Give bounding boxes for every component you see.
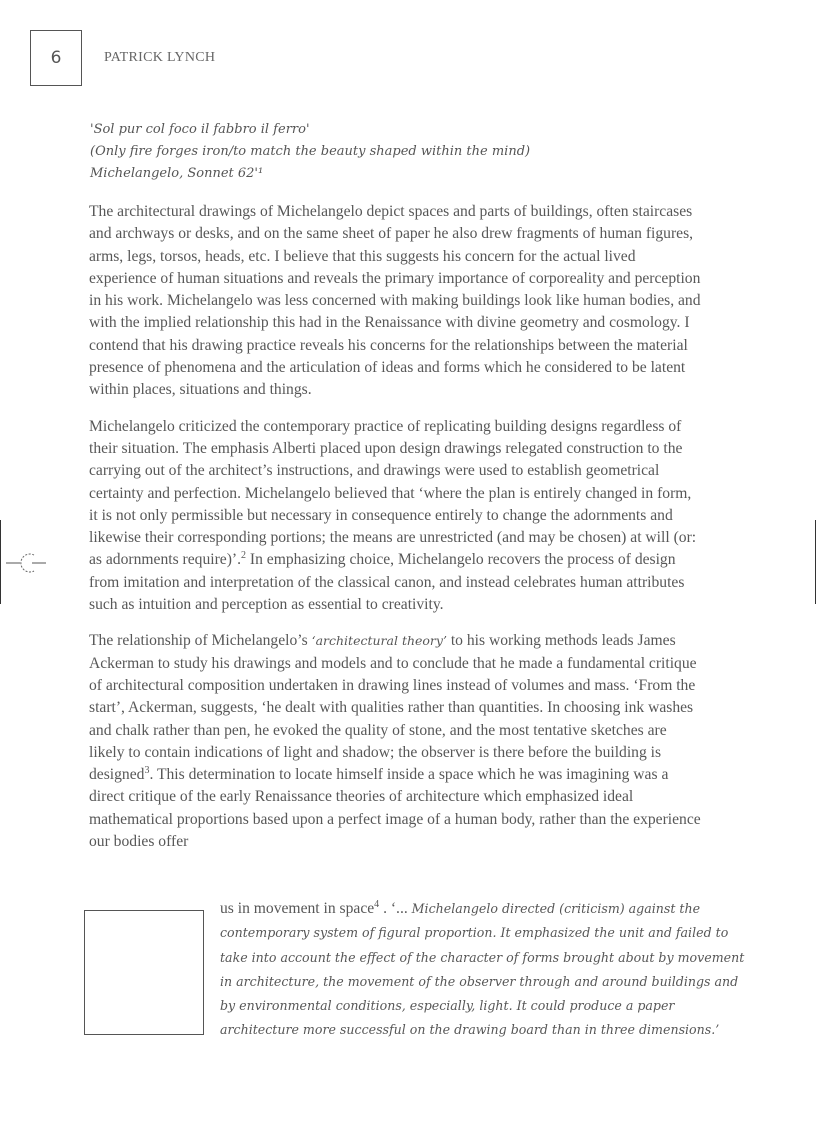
epigraph-translation: (Only fire forges iron/to match the beauty shaped within the mind) — [90, 144, 531, 159]
image-placeholder — [84, 910, 204, 1035]
footnote-ref-2: 2 — [240, 550, 246, 562]
paragraph-3-b: to his working methods leads James Ackerman to study his drawings and models and to conclude that he made a fundamental critique of architectural composition undertaken in drawing lines instead of volumes and mass. ‘From the start’, Ackerman, suggests, ‘he dealt with qualities rather than quantities. In choosing ink washes and chalk rather than pen, he evoked the quality of stone, and the most tentative sketches are likely to contain indications of light and shadow; the observer is there before the building is designed — [89, 632, 697, 784]
quote-line-2: contemporary system of figural proportion. It emphasized the unit and failed to — [220, 925, 729, 941]
page-number-text: 6 — [50, 48, 62, 68]
epigraph-attribution: Michelangelo, Sonnet 62'¹ — [90, 166, 264, 181]
registration-mark-icon — [6, 551, 46, 575]
paragraph-3-italic: ‘architectural theory’ — [311, 633, 447, 649]
paragraph-1: The architectural drawings of Michelangelo depict spaces and parts of buildings, often staircases and archways or desks, and on the same sheet of paper he also drew fragments of human figures, arms, legs, torsos, heads, etc. I believe that this suggests his concern for the actual lived experience of human situations and reveals the primary importance of corporeality and perception in his work. Michelangelo was less concerned with making buildings look like human bodies, and with the implied relationship this had in the Renaissance with divine geometry and cosmology. I contend that his drawing practice reveals his concerns for the relationships between the material presence of phenomena and the articulation of ideas and forms which he considered to be latent within places, situations and things. — [89, 203, 701, 399]
quote-line-4: in architecture, the movement of the observer through and around buildings and — [220, 973, 739, 989]
quote-line-6: architecture more successful on the drawing board than in three dimensions.’ — [220, 1022, 720, 1038]
quote-line-5: by environmental conditions, especially, light. It could produce a paper — [220, 998, 675, 1014]
paragraph-2-main: Michelangelo criticized the contemporary practice of replicating building designs regardless of their situation. The emphasis Alberti placed upon design drawings relegated construction to the carrying out of the architect’s instructions, and drawings were used to establish geometrical certainty and perfection. Michelangelo believed that ‘where the plan is entirely changed in form, it is not only permissible but necessary in consequence entirely to change the adornments and likewise their corresponding portions; the means are unrestricted (and may be chosen) at will (or: as adornments require)’. — [89, 417, 697, 569]
paragraph-3-a: The relationship of Michelangelo’s — [89, 632, 312, 650]
epigraph — [90, 119, 710, 185]
body-text — [89, 201, 701, 867]
paragraph-2-rest: In emphasizing choice, Michelangelo recovers the process of design from imitation and interpretation of the classical canon, and instead celebrates human attributes such as intuition and perception as essential to creativity. — [89, 551, 685, 614]
crop-mark-left — [0, 520, 1, 604]
quote-lead-end: . ‘... — [379, 900, 412, 917]
quote-lead-line — [220, 897, 701, 921]
quote-line-1: Michelangelo directed (criticism) against the — [411, 901, 701, 916]
epigraph-line: 'Sol pur col foco il fabbro il ferro' — [90, 122, 310, 137]
paragraph-3-c: . This determination to locate himself inside a space which he was imagining was a direct critique of the early Renaissance theories of architecture which emphasized ideal mathematical proportions based upon a perfect image of a human body, rather than the experience our bodies offer — [89, 766, 701, 851]
footnote-ref-3: 3 — [144, 764, 150, 776]
paragraph-2 — [89, 416, 701, 617]
paragraph-3 — [89, 630, 701, 853]
quote-lead: us in movement in space — [220, 900, 375, 917]
quote-block — [220, 897, 745, 1043]
footnote-ref-4: 4 — [374, 898, 380, 910]
page-number — [30, 30, 82, 86]
running-head-author: PATRICK LYNCH — [104, 50, 216, 65]
quote-line-3: take into account the effect of the character of forms brought about by movement — [220, 949, 745, 965]
